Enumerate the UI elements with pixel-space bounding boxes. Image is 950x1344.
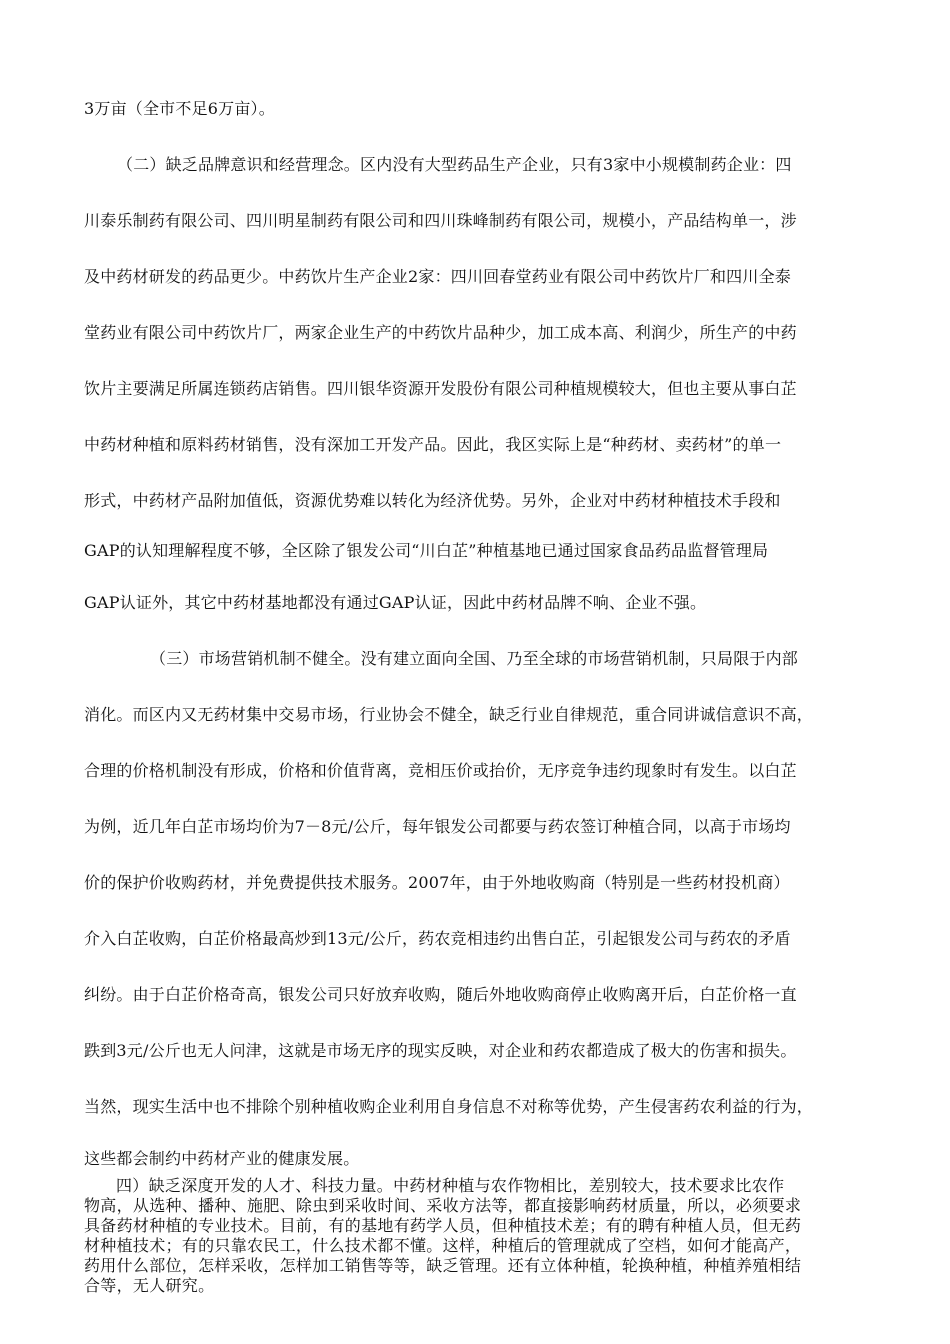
paragraph-line: 当然，现实生活中也不排除个别种植收购企业利用自身信息不对称等优势，产生侵害药农利益的行为，: [84, 1097, 814, 1116]
dense-paragraph-line: 材种植技术；有的只靠农民工，什么技术都不懂。这样，种植后的管理就成了空档，如何才能高产，: [84, 1236, 802, 1255]
paragraph-line: 中药材种植和原料药材销售，没有深加工开发产品。因此，我区实际上是“种药材、卖药材”的单一: [84, 435, 782, 454]
dense-paragraph-line: 药用什么部位，怎样采收，怎样加工销售等等，缺乏管理。还有立体种植，轮换种植，种植养殖相结: [84, 1256, 802, 1275]
paragraph-line: GAP认证外，其它中药材基地都没有通过GAP认证，因此中药材品牌不响、企业不强。: [84, 593, 707, 612]
paragraph-line: 形式，中药材产品附加值低，资源优势难以转化为经济优势。另外，企业对中药材种植技术手段和: [84, 491, 781, 510]
paragraph-line: 川泰乐制药有限公司、四川明星制药有限公司和四川珠峰制药有限公司，规模小，产品结构单一，涉: [84, 211, 797, 230]
paragraph-line: 3万亩（全市不足6万亩）。: [84, 99, 275, 118]
dense-paragraph-line: 四）缺乏深度开发的人才、科技力量。中药材种植与农作物相比，差别较大，技术要求比农作: [116, 1176, 785, 1195]
dense-paragraph-line: 具备药材种植的专业技术。目前，有的基地有药学人员，但种植技术差；有的聘有种植人员，但无药: [84, 1216, 802, 1235]
paragraph-line: 这些都会制约中药材产业的健康发展。: [84, 1149, 360, 1168]
paragraph-line: （二）缺乏品牌意识和经营理念。区内没有大型药品生产企业，只有3家中小规模制药企业：四: [117, 155, 792, 174]
paragraph-line: 饮片主要满足所属连锁药店销售。四川银华资源开发股份有限公司种植规模较大，但也主要从事白芷: [84, 379, 797, 398]
paragraph-line: 跌到3元/公斤也无人问津，这就是市场无序的现实反映，对企业和药农都造成了极大的伤害和损失。: [84, 1041, 797, 1060]
paragraph-line: 纠纷。由于白芷价格奇高，银发公司只好放弃收购，随后外地收购商停止收购离开后，白芷价格一直: [84, 985, 797, 1004]
paragraph-line: 消化。而区内又无药材集中交易市场，行业协会不健全，缺乏行业自律规范，重合同讲诚信意识不高，: [84, 705, 814, 724]
paragraph-line: （三）市场营销机制不健全。没有建立面向全国、乃至全球的市场营销机制，只局限于内部: [150, 649, 799, 668]
paragraph-line: 合理的价格机制没有形成，价格和价值背离，竞相压价或抬价，无序竞争违约现象时有发生。以白芷: [84, 761, 797, 780]
dense-paragraph-line: 合等，无人研究。: [84, 1276, 215, 1295]
paragraph-line: GAP的认知理解程度不够，全区除了银发公司“川白芷”种植基地已通过国家食品药品监督管理局: [84, 541, 769, 560]
paragraph-line: 价的保护价收购药材，并免费提供技术服务。2007年，由于外地收购商（特别是一些药材投机商）: [84, 873, 790, 892]
paragraph-line: 堂药业有限公司中药饮片厂，两家企业生产的中药饮片品种少，加工成本高、利润少，所生产的中药: [84, 323, 797, 342]
paragraph-line: 为例，近几年白芷市场均价为7－8元/公斤，每年银发公司都要与药农签订种植合同，以高于市场均: [84, 817, 791, 836]
paragraph-line: 及中药材研发的药品更少。中药饮片生产企业2家：四川回春堂药业有限公司中药饮片厂和四川全泰: [84, 267, 791, 286]
paragraph-line: 介入白芷收购，白芷价格最高炒到13元/公斤，药农竞相违约出售白芷，引起银发公司与药农的矛盾: [84, 929, 791, 948]
dense-paragraph-line: 物高，从选种、播种、施肥、除虫到采收时间、采收方法等，都直接影响药材质量，所以，必须要求: [84, 1196, 802, 1215]
